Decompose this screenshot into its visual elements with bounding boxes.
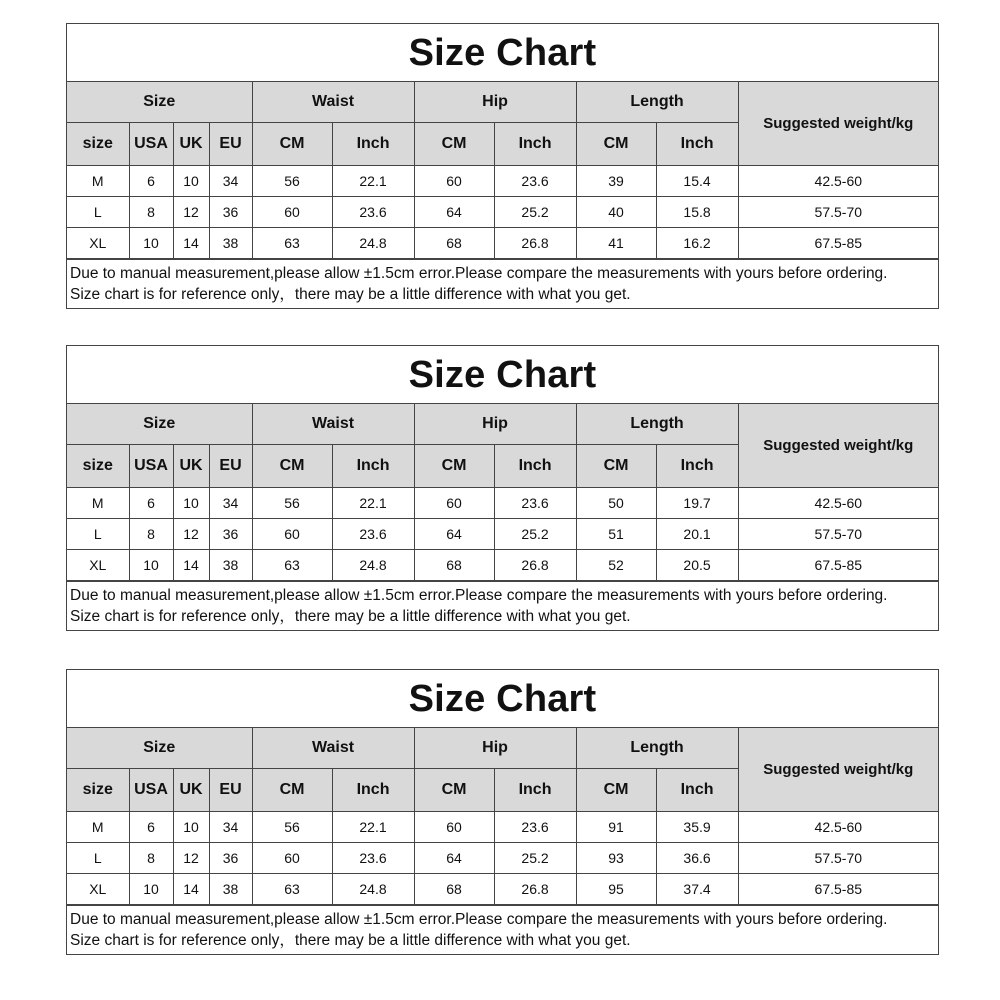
size-table bbox=[67, 728, 938, 905]
chart-title: Size Chart bbox=[67, 24, 938, 82]
group-header-weight: Suggested weight/kg bbox=[738, 728, 938, 812]
table-cell-weight: 57.5-70 bbox=[738, 197, 938, 228]
table-cell: 56 bbox=[252, 812, 332, 843]
table-cell: 10 bbox=[129, 874, 173, 905]
group-header-weight: Suggested weight/kg bbox=[738, 404, 938, 488]
group-header-waist: Waist bbox=[252, 728, 414, 769]
table-cell: 40 bbox=[576, 197, 656, 228]
table-cell: 10 bbox=[173, 812, 209, 843]
table-cell: 38 bbox=[209, 550, 252, 581]
table-cell: 60 bbox=[414, 166, 494, 197]
table-cell: L bbox=[67, 197, 129, 228]
table-cell: 56 bbox=[252, 488, 332, 519]
size-chart-2 bbox=[66, 345, 939, 631]
table-cell-weight: 42.5-60 bbox=[738, 488, 938, 519]
table-cell: 38 bbox=[209, 228, 252, 259]
table-cell: 10 bbox=[129, 228, 173, 259]
group-header-weight: Suggested weight/kg bbox=[738, 82, 938, 166]
sub-header: CM bbox=[252, 123, 332, 166]
sub-header: CM bbox=[576, 769, 656, 812]
table-cell: 34 bbox=[209, 488, 252, 519]
table-cell: 25.2 bbox=[494, 519, 576, 550]
table-cell: 95 bbox=[576, 874, 656, 905]
table-cell: 8 bbox=[129, 197, 173, 228]
table-cell: 24.8 bbox=[332, 874, 414, 905]
table-row bbox=[67, 488, 938, 519]
table-cell: 38 bbox=[209, 874, 252, 905]
sub-header: CM bbox=[576, 445, 656, 488]
table-cell-weight: 67.5-85 bbox=[738, 550, 938, 581]
size-chart-3 bbox=[66, 669, 939, 955]
table-row bbox=[67, 843, 938, 874]
table-row bbox=[67, 197, 938, 228]
group-header-length: Length bbox=[576, 82, 738, 123]
sub-header: CM bbox=[576, 123, 656, 166]
table-cell: 64 bbox=[414, 519, 494, 550]
sub-header: UK bbox=[173, 445, 209, 488]
sub-header: CM bbox=[414, 445, 494, 488]
table-row bbox=[67, 550, 938, 581]
table-cell: 51 bbox=[576, 519, 656, 550]
table-cell: 26.8 bbox=[494, 228, 576, 259]
table-cell: 23.6 bbox=[332, 519, 414, 550]
table-cell: 19.7 bbox=[656, 488, 738, 519]
table-cell: 12 bbox=[173, 197, 209, 228]
table-cell: 12 bbox=[173, 843, 209, 874]
table-cell: 60 bbox=[414, 488, 494, 519]
table-cell: 50 bbox=[576, 488, 656, 519]
sub-header: UK bbox=[173, 123, 209, 166]
table-cell-weight: 57.5-70 bbox=[738, 843, 938, 874]
table-cell-weight: 42.5-60 bbox=[738, 812, 938, 843]
sub-header: size bbox=[67, 445, 129, 488]
group-header-waist: Waist bbox=[252, 404, 414, 445]
table-cell: 36 bbox=[209, 519, 252, 550]
table-cell: 23.6 bbox=[494, 166, 576, 197]
group-header-length: Length bbox=[576, 404, 738, 445]
table-cell: 68 bbox=[414, 228, 494, 259]
note-line: Size chart is for reference only，there may be a little difference with what you get. bbox=[70, 286, 631, 303]
sub-header: size bbox=[67, 769, 129, 812]
table-cell: 10 bbox=[173, 166, 209, 197]
table-cell: 24.8 bbox=[332, 228, 414, 259]
table-cell: 10 bbox=[129, 550, 173, 581]
group-header-size: Size bbox=[67, 728, 252, 769]
measurement-note bbox=[67, 259, 938, 308]
sub-header: Inch bbox=[332, 445, 414, 488]
table-row bbox=[67, 519, 938, 550]
chart-title: Size Chart bbox=[67, 346, 938, 404]
table-cell: 68 bbox=[414, 550, 494, 581]
table-cell: 12 bbox=[173, 519, 209, 550]
table-cell: 60 bbox=[252, 843, 332, 874]
table-cell: 64 bbox=[414, 843, 494, 874]
sub-header: Inch bbox=[494, 445, 576, 488]
table-cell: 26.8 bbox=[494, 550, 576, 581]
table-row bbox=[67, 228, 938, 259]
table-row bbox=[67, 874, 938, 905]
group-header-length: Length bbox=[576, 728, 738, 769]
table-cell: 60 bbox=[252, 519, 332, 550]
table-cell: 25.2 bbox=[494, 843, 576, 874]
table-cell: 36 bbox=[209, 843, 252, 874]
table-cell: 34 bbox=[209, 166, 252, 197]
table-cell: 23.6 bbox=[332, 197, 414, 228]
table-cell: 25.2 bbox=[494, 197, 576, 228]
group-header-hip: Hip bbox=[414, 82, 576, 123]
table-cell: 8 bbox=[129, 519, 173, 550]
measurement-note bbox=[67, 581, 938, 630]
table-cell: 52 bbox=[576, 550, 656, 581]
table-cell: XL bbox=[67, 550, 129, 581]
table-cell: 8 bbox=[129, 843, 173, 874]
table-cell: XL bbox=[67, 228, 129, 259]
table-cell: 41 bbox=[576, 228, 656, 259]
sub-header: CM bbox=[414, 769, 494, 812]
table-cell: 22.1 bbox=[332, 488, 414, 519]
table-cell: XL bbox=[67, 874, 129, 905]
size-chart-1 bbox=[66, 23, 939, 309]
table-cell: 63 bbox=[252, 874, 332, 905]
table-cell: 91 bbox=[576, 812, 656, 843]
sub-header: USA bbox=[129, 769, 173, 812]
table-row bbox=[67, 166, 938, 197]
sub-header: EU bbox=[209, 445, 252, 488]
size-table bbox=[67, 404, 938, 581]
table-cell: 60 bbox=[252, 197, 332, 228]
sub-header: Inch bbox=[332, 123, 414, 166]
table-cell: 63 bbox=[252, 550, 332, 581]
sub-header: CM bbox=[252, 445, 332, 488]
table-cell: 22.1 bbox=[332, 812, 414, 843]
chart-title: Size Chart bbox=[67, 670, 938, 728]
table-cell: 22.1 bbox=[332, 166, 414, 197]
table-cell: 24.8 bbox=[332, 550, 414, 581]
sub-header: USA bbox=[129, 123, 173, 166]
sub-header: EU bbox=[209, 769, 252, 812]
table-cell-weight: 57.5-70 bbox=[738, 519, 938, 550]
table-cell: 93 bbox=[576, 843, 656, 874]
table-cell-weight: 42.5-60 bbox=[738, 166, 938, 197]
table-cell: M bbox=[67, 488, 129, 519]
group-header-waist: Waist bbox=[252, 82, 414, 123]
table-cell: 36 bbox=[209, 197, 252, 228]
note-line: Due to manual measurement,please allow ±1.5cm error.Please compare the measurements with yours before ordering. bbox=[70, 911, 888, 928]
table-cell: 68 bbox=[414, 874, 494, 905]
note-line: Due to manual measurement,please allow ±1.5cm error.Please compare the measurements with yours before ordering. bbox=[70, 587, 888, 604]
group-header-size: Size bbox=[67, 82, 252, 123]
sub-header: Inch bbox=[494, 769, 576, 812]
sub-header: Inch bbox=[494, 123, 576, 166]
table-cell: 26.8 bbox=[494, 874, 576, 905]
table-cell: 20.5 bbox=[656, 550, 738, 581]
table-cell: 35.9 bbox=[656, 812, 738, 843]
table-cell: 14 bbox=[173, 874, 209, 905]
table-cell: 36.6 bbox=[656, 843, 738, 874]
table-cell: 56 bbox=[252, 166, 332, 197]
table-cell-weight: 67.5-85 bbox=[738, 228, 938, 259]
table-cell: 37.4 bbox=[656, 874, 738, 905]
table-cell: 64 bbox=[414, 197, 494, 228]
table-cell: 14 bbox=[173, 228, 209, 259]
table-cell: 15.8 bbox=[656, 197, 738, 228]
table-cell: 39 bbox=[576, 166, 656, 197]
sub-header: UK bbox=[173, 769, 209, 812]
table-cell: 6 bbox=[129, 166, 173, 197]
note-line: Due to manual measurement,please allow ±1.5cm error.Please compare the measurements with yours before ordering. bbox=[70, 265, 888, 282]
table-cell: 60 bbox=[414, 812, 494, 843]
group-header-hip: Hip bbox=[414, 728, 576, 769]
sub-header: EU bbox=[209, 123, 252, 166]
group-header-row bbox=[67, 404, 938, 445]
sub-header: USA bbox=[129, 445, 173, 488]
sub-header: size bbox=[67, 123, 129, 166]
table-cell: 23.6 bbox=[332, 843, 414, 874]
table-row bbox=[67, 812, 938, 843]
table-cell: M bbox=[67, 166, 129, 197]
table-cell: 20.1 bbox=[656, 519, 738, 550]
size-table bbox=[67, 82, 938, 259]
table-cell: 16.2 bbox=[656, 228, 738, 259]
table-cell: 14 bbox=[173, 550, 209, 581]
group-header-hip: Hip bbox=[414, 404, 576, 445]
table-cell: 6 bbox=[129, 488, 173, 519]
table-cell: M bbox=[67, 812, 129, 843]
group-header-row bbox=[67, 82, 938, 123]
group-header-size: Size bbox=[67, 404, 252, 445]
group-header-row bbox=[67, 728, 938, 769]
table-cell: L bbox=[67, 519, 129, 550]
table-cell: 6 bbox=[129, 812, 173, 843]
sub-header: Inch bbox=[332, 769, 414, 812]
table-cell: 63 bbox=[252, 228, 332, 259]
table-cell: 34 bbox=[209, 812, 252, 843]
table-cell: 10 bbox=[173, 488, 209, 519]
note-line: Size chart is for reference only，there may be a little difference with what you get. bbox=[70, 932, 631, 949]
sub-header: CM bbox=[252, 769, 332, 812]
table-cell: 23.6 bbox=[494, 488, 576, 519]
note-line: Size chart is for reference only，there may be a little difference with what you get. bbox=[70, 608, 631, 625]
sub-header: CM bbox=[414, 123, 494, 166]
sub-header: Inch bbox=[656, 445, 738, 488]
table-cell-weight: 67.5-85 bbox=[738, 874, 938, 905]
table-cell: 23.6 bbox=[494, 812, 576, 843]
sub-header: Inch bbox=[656, 123, 738, 166]
table-cell: 15.4 bbox=[656, 166, 738, 197]
sub-header: Inch bbox=[656, 769, 738, 812]
table-cell: L bbox=[67, 843, 129, 874]
measurement-note bbox=[67, 905, 938, 954]
